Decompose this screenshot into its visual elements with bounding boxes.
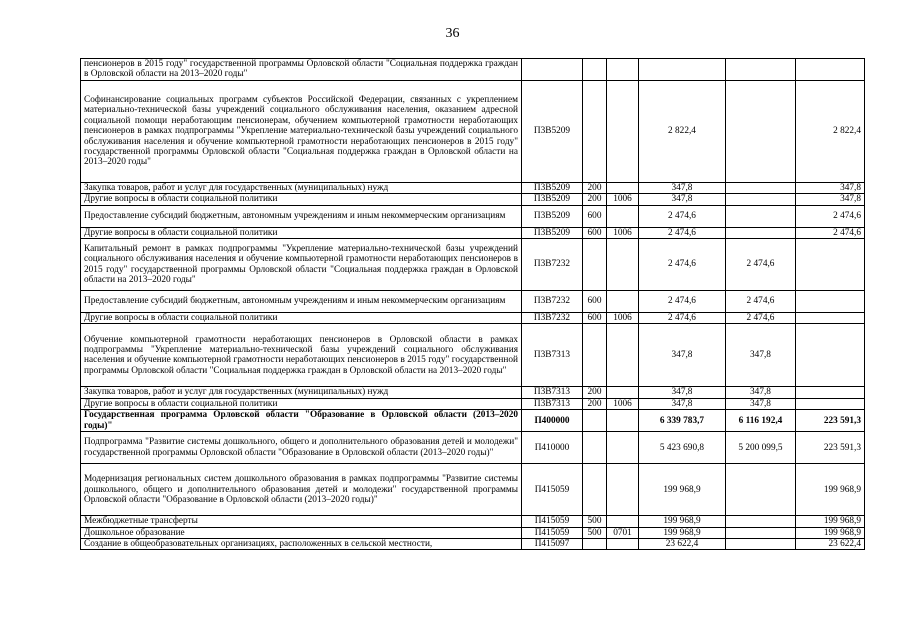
row-name: Другие вопросы в области социальной политики [81,398,522,409]
row-code: П3В7313 [522,398,583,409]
row-regional-amount: 199 968,9 [796,464,865,516]
row-name: Капитальный ремонт в рамках подпрограммы "Укрепление материально-технической базы учреждений социального обслуживания населения и обучение компьютерной грамотности неработающих пенсионеров в 2015 году" государственной программы Орловской области "Социальная поддержка граждан в Орловской области на 2013–2020 годы" [81,239,522,291]
row-section [607,239,639,291]
row-expense-type: 600 [583,227,607,238]
row-name: пенсионеров в 2015 году" государственной программы Орловской области "Социальная поддержка граждан в Орловской области на 2013–2020 годы" [81,59,522,81]
row-section: 1006 [607,227,639,238]
table-row [81,432,865,464]
page-number: 36 [445,26,460,41]
row-federal-amount [726,464,796,516]
row-regional-amount [796,313,865,324]
row-expense-type: 200 [583,182,607,193]
row-federal-amount: 2 474,6 [726,291,796,313]
table-row [81,182,865,193]
row-federal-amount: 347,8 [726,324,796,387]
row-code: П415059 [522,464,583,516]
table-row [81,194,865,205]
row-total-amount: 347,8 [639,182,726,193]
row-expense-type [583,239,607,291]
table-row [81,527,865,538]
row-name: Другие вопросы в области социальной политики [81,227,522,238]
row-name: Дошкольное образование [81,527,522,538]
row-section [607,464,639,516]
row-total-amount: 347,8 [639,194,726,205]
row-total-amount: 2 474,6 [639,313,726,324]
row-name: Другие вопросы в области социальной политики [81,313,522,324]
row-name: Модернизация региональных систем дошкольного образования в рамках подпрограммы "Развитие системы дошкольного, общего и дополнительного образования детей и молодежи" государственной программы Орловской области "Образование в Орловской области (2013–2020 годы)" [81,464,522,516]
row-federal-amount: 2 474,6 [726,313,796,324]
row-federal-amount [726,80,796,182]
row-total-amount: 5 423 690,8 [639,432,726,464]
row-code: П415059 [522,527,583,538]
row-total-amount: 199 968,9 [639,464,726,516]
row-regional-amount: 2 474,6 [796,205,865,227]
row-section: 1006 [607,313,639,324]
table-row [81,205,865,227]
row-section [607,410,639,432]
row-expense-type [583,80,607,182]
row-section [607,539,639,550]
row-code: П3В5209 [522,80,583,182]
row-regional-amount [796,387,865,398]
row-expense-type [583,410,607,432]
row-expense-type: 200 [583,398,607,409]
row-code: П3В7232 [522,239,583,291]
row-code: П3В7313 [522,324,583,387]
row-regional-amount [796,59,865,81]
row-regional-amount [796,291,865,313]
row-federal-amount [726,194,796,205]
row-code: П400000 [522,410,583,432]
row-section [607,59,639,81]
table-row [81,387,865,398]
budget-table [80,58,865,550]
row-regional-amount: 223 591,3 [796,432,865,464]
table-row [81,324,865,387]
row-total-amount: 347,8 [639,324,726,387]
row-expense-type [583,324,607,387]
row-expense-type: 600 [583,205,607,227]
row-regional-amount [796,239,865,291]
row-code: П415097 [522,539,583,550]
row-section [607,80,639,182]
row-regional-amount: 199 968,9 [796,527,865,538]
row-federal-amount: 2 474,6 [726,239,796,291]
row-total-amount: 347,8 [639,398,726,409]
row-total-amount [639,59,726,81]
row-name: Межбюджетные трансферты [81,516,522,527]
row-federal-amount: 5 200 099,5 [726,432,796,464]
row-federal-amount [726,227,796,238]
table-row [81,227,865,238]
table-row [81,291,865,313]
row-name: Софинансирование социальных программ субъектов Российской Федерации, связанных с укреплением материально-технической базы учреждений социального обслуживания населения, оказанием адресной социальной помощи неработающим пенсионерам, обучением компьютерной грамотности неработающих пенсионеров в рамках подпрограммы "Укрепление материально-технической базы учреждений социального обслуживания населения и обучение компьютерной грамотности неработающих пенсионеров в 2015 году" государственной программы Орловской области "Социальная поддержка граждан в Орловской области на 2013–2020 годы" [81,80,522,182]
row-name: Закупка товаров, работ и услуг для государственных (муниципальных) нужд [81,182,522,193]
row-regional-amount: 223 591,3 [796,410,865,432]
row-federal-amount [726,59,796,81]
row-code: П3В7313 [522,387,583,398]
row-expense-type: 600 [583,313,607,324]
row-section: 0701 [607,527,639,538]
row-name: Государственная программа Орловской области "Образование в Орловской области (2013–2020 годы)" [81,410,522,432]
row-total-amount: 2 474,6 [639,291,726,313]
row-code: П3В5209 [522,194,583,205]
row-section [607,324,639,387]
row-section [607,205,639,227]
row-expense-type [583,432,607,464]
row-regional-amount: 199 968,9 [796,516,865,527]
row-regional-amount: 347,8 [796,182,865,193]
row-total-amount: 199 968,9 [639,527,726,538]
table-row [81,398,865,409]
row-expense-type: 500 [583,516,607,527]
row-total-amount: 347,8 [639,387,726,398]
row-code: П3В5209 [522,182,583,193]
row-total-amount: 199 968,9 [639,516,726,527]
row-regional-amount: 2 822,4 [796,80,865,182]
row-federal-amount: 347,8 [726,387,796,398]
row-name: Предоставление субсидий бюджетным, автономным учреждениям и иным некоммерческим организациям [81,205,522,227]
row-code: П3В5209 [522,227,583,238]
row-total-amount: 2 474,6 [639,227,726,238]
row-expense-type [583,59,607,81]
table-row [81,313,865,324]
table-row [81,59,865,81]
row-total-amount: 2 822,4 [639,80,726,182]
table-row [81,516,865,527]
row-name: Другие вопросы в области социальной политики [81,194,522,205]
row-federal-amount: 347,8 [726,398,796,409]
row-expense-type: 200 [583,194,607,205]
row-name: Создание в общеобразовательных организациях, расположенных в сельской местности, [81,539,522,550]
row-total-amount: 2 474,6 [639,239,726,291]
table-row [81,464,865,516]
row-section [607,516,639,527]
row-code [522,59,583,81]
table-row [81,410,865,432]
row-total-amount: 6 339 783,7 [639,410,726,432]
row-name: Закупка товаров, работ и услуг для государственных (муниципальных) нужд [81,387,522,398]
row-total-amount: 23 622,4 [639,539,726,550]
row-regional-amount [796,324,865,387]
row-section: 1006 [607,194,639,205]
table-row [81,239,865,291]
row-federal-amount [726,527,796,538]
row-federal-amount [726,516,796,527]
table-row [81,80,865,182]
row-section [607,291,639,313]
row-name: Обучение компьютерной грамотности неработающих пенсионеров в Орловской области в рамках подпрограммы "Укрепление материально-технической базы учреждений социального обслуживания населения и обучение компьютерной грамотности неработающих пенсионеров в 2015 году" государственной программы Орловской области "Социальная поддержка граждан в Орловской области на 2013–2020 годы" [81,324,522,387]
row-regional-amount: 347,8 [796,194,865,205]
row-section [607,432,639,464]
row-expense-type: 500 [583,527,607,538]
row-section [607,387,639,398]
row-regional-amount: 2 474,6 [796,227,865,238]
row-total-amount: 2 474,6 [639,205,726,227]
row-code: П3В7232 [522,313,583,324]
row-federal-amount [726,182,796,193]
row-code: П3В5209 [522,205,583,227]
row-name: Подпрограмма "Развитие системы дошкольного, общего и дополнительного образования детей и молодежи" государственной программы Орловской области "Образование в Орловской области (2013–2020 годы)" [81,432,522,464]
row-regional-amount [796,398,865,409]
row-section [607,182,639,193]
row-code: П415059 [522,516,583,527]
row-federal-amount [726,205,796,227]
row-code: П3В7232 [522,291,583,313]
row-federal-amount: 6 116 192,4 [726,410,796,432]
row-regional-amount: 23 622,4 [796,539,865,550]
row-section: 1006 [607,398,639,409]
row-expense-type [583,539,607,550]
table-row [81,539,865,550]
row-name: Предоставление субсидий бюджетным, автономным учреждениям и иным некоммерческим организациям [81,291,522,313]
row-expense-type: 600 [583,291,607,313]
row-code: П410000 [522,432,583,464]
row-expense-type: 200 [583,387,607,398]
row-expense-type [583,464,607,516]
row-federal-amount [726,539,796,550]
